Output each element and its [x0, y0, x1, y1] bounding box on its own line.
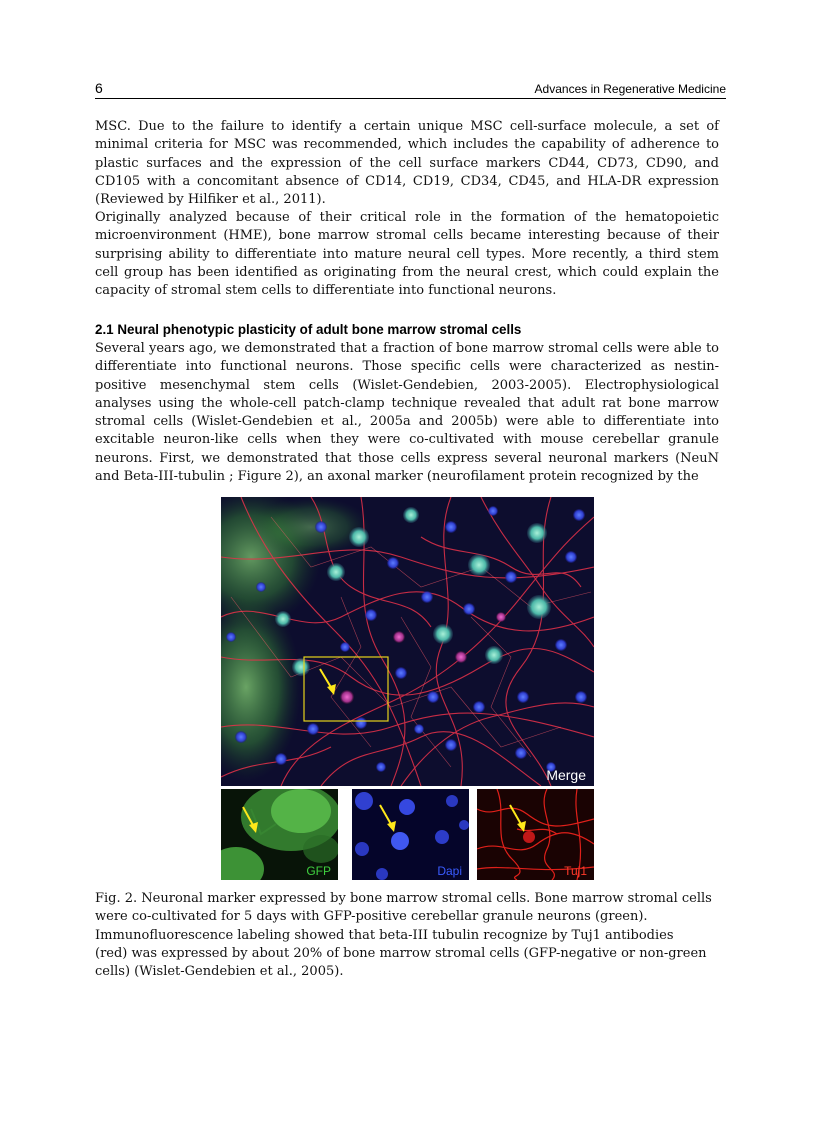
merge-micrograph [221, 497, 594, 786]
tuj1-panel [477, 789, 594, 880]
paragraph-hme: Originally analyzed because of their critical role in the formation of the hematopoietic microenvironment (HME), bone marrow stromal cells became interesting because of their surprising ability to differentiate into mature neural cell types. More recently, a third stem cell group has been identified as originating from the neural crest, which could explain the capacity of stromal stem cells to differentiate into functional neurons. [95, 210, 719, 299]
running-header [95, 80, 726, 99]
figure-caption [95, 890, 725, 981]
book-title: Advances in Regenerative Medicine [534, 82, 726, 96]
paragraph-neural-plasticity: Several years ago, we demonstrated that a fraction of bone marrow stromal cells were able to differentiate into functional neurons. Those specific cells were characterized as nestin-positive mesenchymal stem cells (Wislet-Gendebien, 2003-2005). Electrophysiological analyses using the whole-cell patch-clamp technique revealed that adult rat bone marrow stromal cells (Wislet-Gendebien et al., 2005a and 2005b) were able to differentiate into excitable neuron-like cells when they were co-cultivated with mouse cerebellar granule neurons. First, we demonstrated that those cells express several neuronal markers (NeuN and Beta-III-tubulin ; Figure 2), an axonal marker (neurofilament protein recognized by the [95, 341, 719, 485]
tuj1-label: Tuj1 [564, 864, 587, 878]
page-number: 6 [95, 80, 103, 96]
gfp-label: GFP [306, 864, 331, 878]
paragraph-msc-criteria: MSC. Due to the failure to identify a certain unique MSC cell-surface molecule, a set of minimal criteria for MSC was recommended, which includes the capability of adherence to plastic surfaces and the expression of the cell surface markers CD44, CD73, CD90, and CD105 with a concomitant absence of CD14, CD19, CD34, CD45, and HLA-DR expression (Reviewed by Hilfiker et al., 2011). [95, 119, 719, 208]
caption-line: Fig. 2. Neuronal marker expressed by bone marrow stromal cells. Bone marrow stromal cells [95, 891, 712, 906]
caption-line: (red) was expressed by about 20% of bone marrow stromal cells (GFP-negative or non-green [95, 945, 707, 961]
gfp-panel [221, 789, 338, 880]
dapi-panel [352, 789, 469, 880]
caption-line: Immunofluorescence labeling showed that beta-III tubulin recognize by Tuj1 antibodies [95, 927, 674, 943]
section-heading: 2.1 Neural phenotypic plasticity of adult bone marrow stromal cells [95, 322, 522, 337]
caption-line: were co-cultivated for 5 days with GFP-positive cerebellar granule neurons (green). [95, 909, 648, 925]
merge-label: Merge [546, 767, 586, 783]
caption-line: cells) (Wislet-Gendebien et al., 2005). [95, 964, 344, 980]
dapi-label: Dapi [437, 864, 462, 878]
